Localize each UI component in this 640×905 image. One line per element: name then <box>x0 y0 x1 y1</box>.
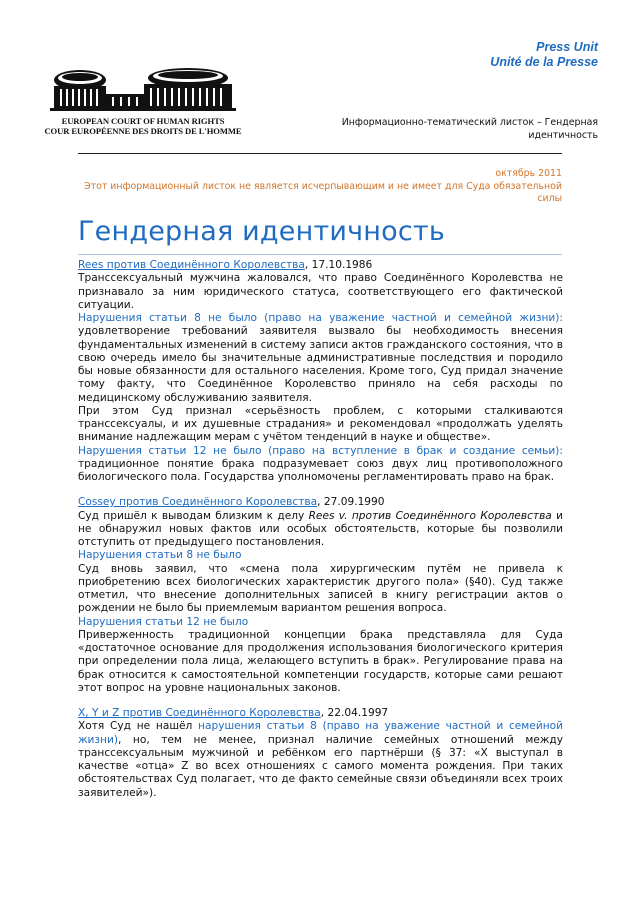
paragraph-text: удовлетворение требований заявителя вызвало бы необходимость внесения фундаментальных изменений в систему записи актов гражданского состояния, что в свою очередь имело бы значительные административные последствия и породило бы новые обязанности для остального населения. Кроме того, Суд придал значение тому факту, что Соединённое Королевство приняло на себя расходы по медицинскому обслуживанию заявителя. <box>78 325 563 404</box>
press-unit-fr: Unité de la Presse <box>490 55 598 69</box>
main-content <box>78 259 563 800</box>
case-heading <box>78 707 563 720</box>
page-title: Гендерная идентичность <box>78 216 445 247</box>
court-name-fr: COUR EUROPÉENNE DES DROITS DE L'HOMME <box>44 126 242 136</box>
case-date: , 27.09.1990 <box>317 496 385 509</box>
factsheet-label-line2: идентичность <box>528 130 598 141</box>
article-reference: нарушения статьи 8 (право на уважение частной и семейной жизни) <box>78 720 563 746</box>
case-paragraph: Суд вновь заявил, что «смена пола хирургическим путём не привела к приобретению всех биологических характеристик другого пола» (§40). Суд также отметил, что внесение дополнительных записей в книгу регистрации актов о рождении не было бы приемлемым вариантом решения вопроса. <box>78 562 563 615</box>
date-disclaimer <box>72 168 562 206</box>
article-heading: Нарушения статьи 12 не было <box>78 615 249 628</box>
article-heading: Нарушения статьи 8 не было <box>78 549 242 562</box>
article-heading: Нарушения статьи 12 не было (право на вступление в брак и создание семьи): <box>78 444 563 457</box>
factsheet-label <box>318 116 598 142</box>
paragraph-text: , но, тем не менее, признал наличие семейных отношений между транссексуальным мужчиной и ребёнком его партнёрши (§ 37: «Х выступал в качестве «отца» Z во всех отношениях с самого момента рождения. При таких обстоятельствах Суд полагает, что де факто семейные связи объединяли всех троих заявителей»). <box>78 733 563 799</box>
title-underline <box>78 254 562 255</box>
case-heading <box>78 496 563 509</box>
case-date: , 17.10.1986 <box>304 259 373 271</box>
case-date: , 22.04.1997 <box>320 707 389 719</box>
section-gap <box>78 484 563 496</box>
case-paragraph <box>78 720 563 800</box>
article-heading: Нарушения статьи 8 не было (право на уважение частной и семейной жизни): <box>78 312 563 324</box>
publication-date: октябрь 2011 <box>495 168 562 179</box>
disclaimer-text: Этот информационный листок не является исчерпывающим и не имеет для Суда обязательной силы <box>84 180 562 205</box>
case-link-rees[interactable]: Rees против Соединённого Королевства <box>78 259 305 271</box>
case-paragraph: Транссексуальный мужчина жаловался, что право Соединённого Королевства не признавало за ним юридического статуса, соответствующего его фактической ситуации. <box>78 272 563 311</box>
case-paragraph: При этом Суд признал «серьёзность проблем, с которыми сталкиваются транссексуалы, и их душевные страдания» и рекомендовал «продолжать уделять внимание надлежащим мерам с учётом тенденций в науке и обществе». <box>78 404 563 444</box>
case-link-cossey[interactable]: Cossey против Соединённого Королевства <box>78 496 318 509</box>
paragraph-text: и не обнаружил новых фактов или особых обстоятельств, которые бы позволили отступить от предыдущего постановления. <box>78 509 564 548</box>
press-unit-label <box>490 40 598 70</box>
case-link-xyz[interactable]: X, Y и Z против Соединённого Королевства <box>78 707 321 719</box>
paragraph-text: Хотя Суд не нашёл <box>78 720 199 733</box>
case-reference-italic: Rees v. против Соединённого Королевства <box>308 509 552 522</box>
case-paragraph: Приверженность традиционной концепции брака представляла для Суда «достаточное основание для продолжения использования биологического критерия при определении пола лица, желающего вступить в брак». Регулирование права на брак относится к самостоятельной компетенции государств, которые сами решают этот вопрос на уровне национальных законов. <box>78 628 563 694</box>
press-unit-en: Press Unit <box>536 40 598 54</box>
court-name-en: EUROPEAN COURT OF HUMAN RIGHTS <box>61 116 225 126</box>
case-heading <box>78 259 563 272</box>
case-paragraph <box>78 312 563 405</box>
case-paragraph <box>78 510 563 550</box>
factsheet-label-line1: Информационно-тематический листок – Гендерная <box>341 117 598 128</box>
court-name <box>38 116 248 136</box>
section-gap <box>78 695 563 707</box>
paragraph-text: Суд пришёл к выводам близким к делу <box>78 509 309 522</box>
header-divider <box>78 153 562 154</box>
case-paragraph <box>78 445 563 485</box>
paragraph-text: традиционное понятие брака подразумевает союз двух лиц противоположного биологического пола. Государства уполномочены регламентировать право на брак. <box>78 457 563 483</box>
